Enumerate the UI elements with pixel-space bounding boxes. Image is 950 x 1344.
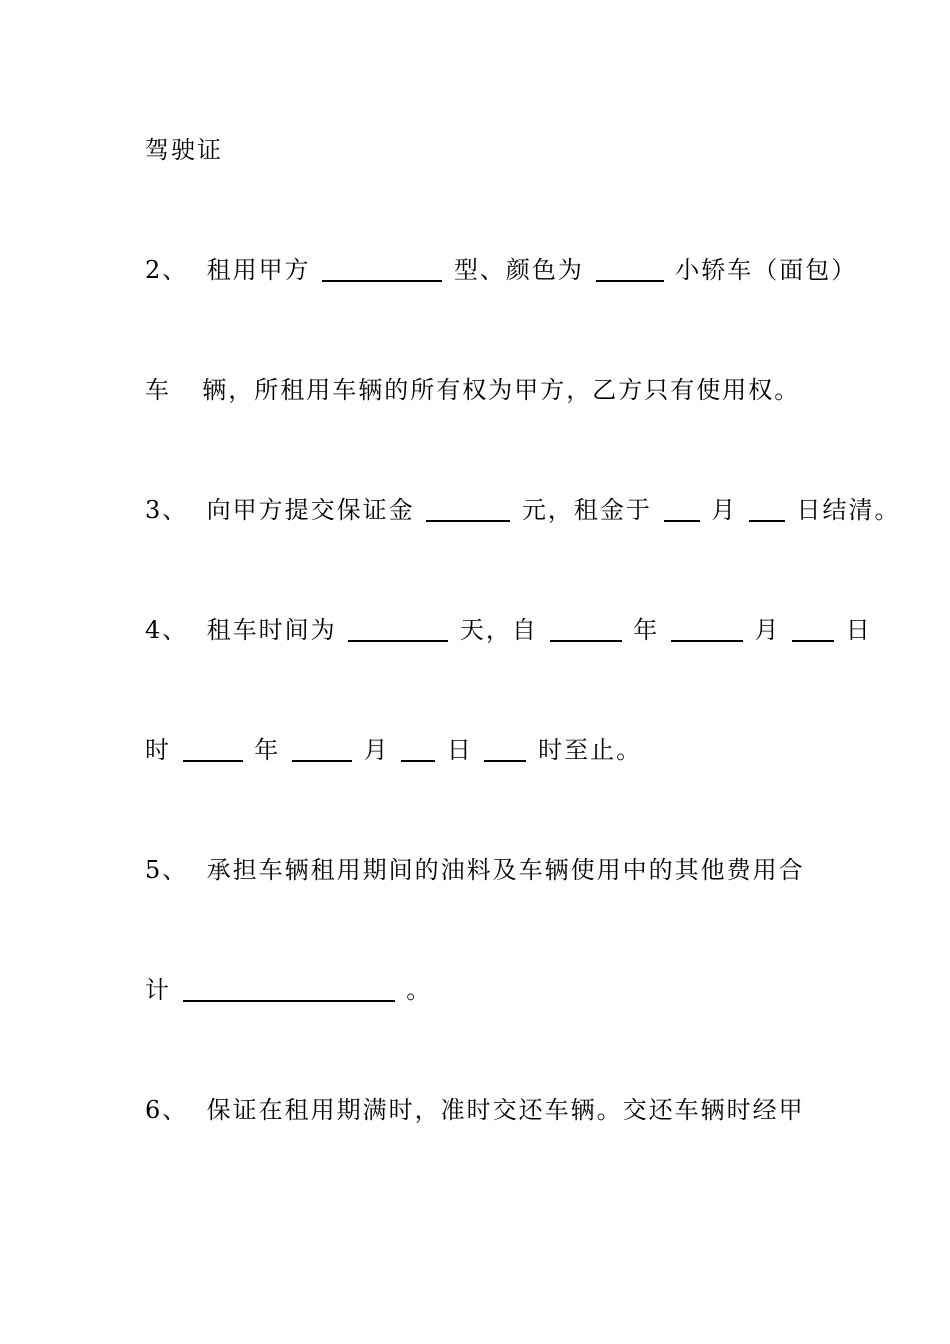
text: 承担车辆租用期间的油料及车辆使用中的其他费用合 xyxy=(206,856,805,884)
clause-5 xyxy=(145,850,805,890)
clause-number: 4、 xyxy=(145,616,189,644)
text: 年 xyxy=(633,616,660,644)
text-line xyxy=(145,370,800,410)
text: 计 xyxy=(145,976,171,1004)
text: 车 xyxy=(145,376,171,404)
fill-blank xyxy=(183,732,243,762)
fill-blank xyxy=(749,492,785,522)
clause-4 xyxy=(145,610,872,650)
fill-blank xyxy=(348,612,448,642)
clause-3 xyxy=(145,490,900,530)
fill-blank xyxy=(401,732,435,762)
text: 月 xyxy=(363,736,390,764)
clause-number: 2、 xyxy=(145,256,189,284)
text: 租车时间为 xyxy=(206,616,337,644)
text: 驾驶证 xyxy=(145,136,223,164)
clause-number: 3、 xyxy=(145,496,189,524)
text-line xyxy=(145,730,642,770)
text: 天，自 xyxy=(459,616,538,644)
fill-blank xyxy=(671,612,743,642)
text: 年 xyxy=(254,736,281,764)
text: 日 xyxy=(845,616,872,644)
fill-blank xyxy=(292,732,352,762)
text: 元，租金于 xyxy=(521,496,652,524)
text: 时至止。 xyxy=(538,736,643,764)
text: 型、颜色为 xyxy=(453,256,584,284)
fill-blank xyxy=(550,612,622,642)
fill-blank xyxy=(664,492,700,522)
text: 月 xyxy=(754,616,781,644)
text: 保证在租用期满时，准时交还车辆。交还车辆时经甲 xyxy=(206,1096,805,1124)
text: 小轿车（面包） xyxy=(675,256,858,284)
text: 时 xyxy=(145,736,171,764)
text: 辆，所租用车辆的所有权为甲方，乙方只有使用权。 xyxy=(202,376,801,404)
clause-6 xyxy=(145,1090,805,1130)
fill-blank xyxy=(183,972,395,1002)
clause-2 xyxy=(145,250,857,290)
text: 向甲方提交保证金 xyxy=(206,496,415,524)
fill-blank xyxy=(322,252,442,282)
fill-blank xyxy=(484,732,526,762)
text: 租用甲方 xyxy=(206,256,311,284)
clause-number: 5、 xyxy=(145,856,189,884)
text: 月 xyxy=(711,496,738,524)
fill-blank xyxy=(792,612,834,642)
text-line xyxy=(145,130,223,170)
text-line xyxy=(145,970,432,1010)
clause-number: 6、 xyxy=(145,1096,189,1124)
text: 日 xyxy=(446,736,473,764)
fill-blank xyxy=(596,252,664,282)
text: 日结清。 xyxy=(796,496,901,524)
fill-blank xyxy=(426,492,510,522)
text: 。 xyxy=(406,976,433,1004)
